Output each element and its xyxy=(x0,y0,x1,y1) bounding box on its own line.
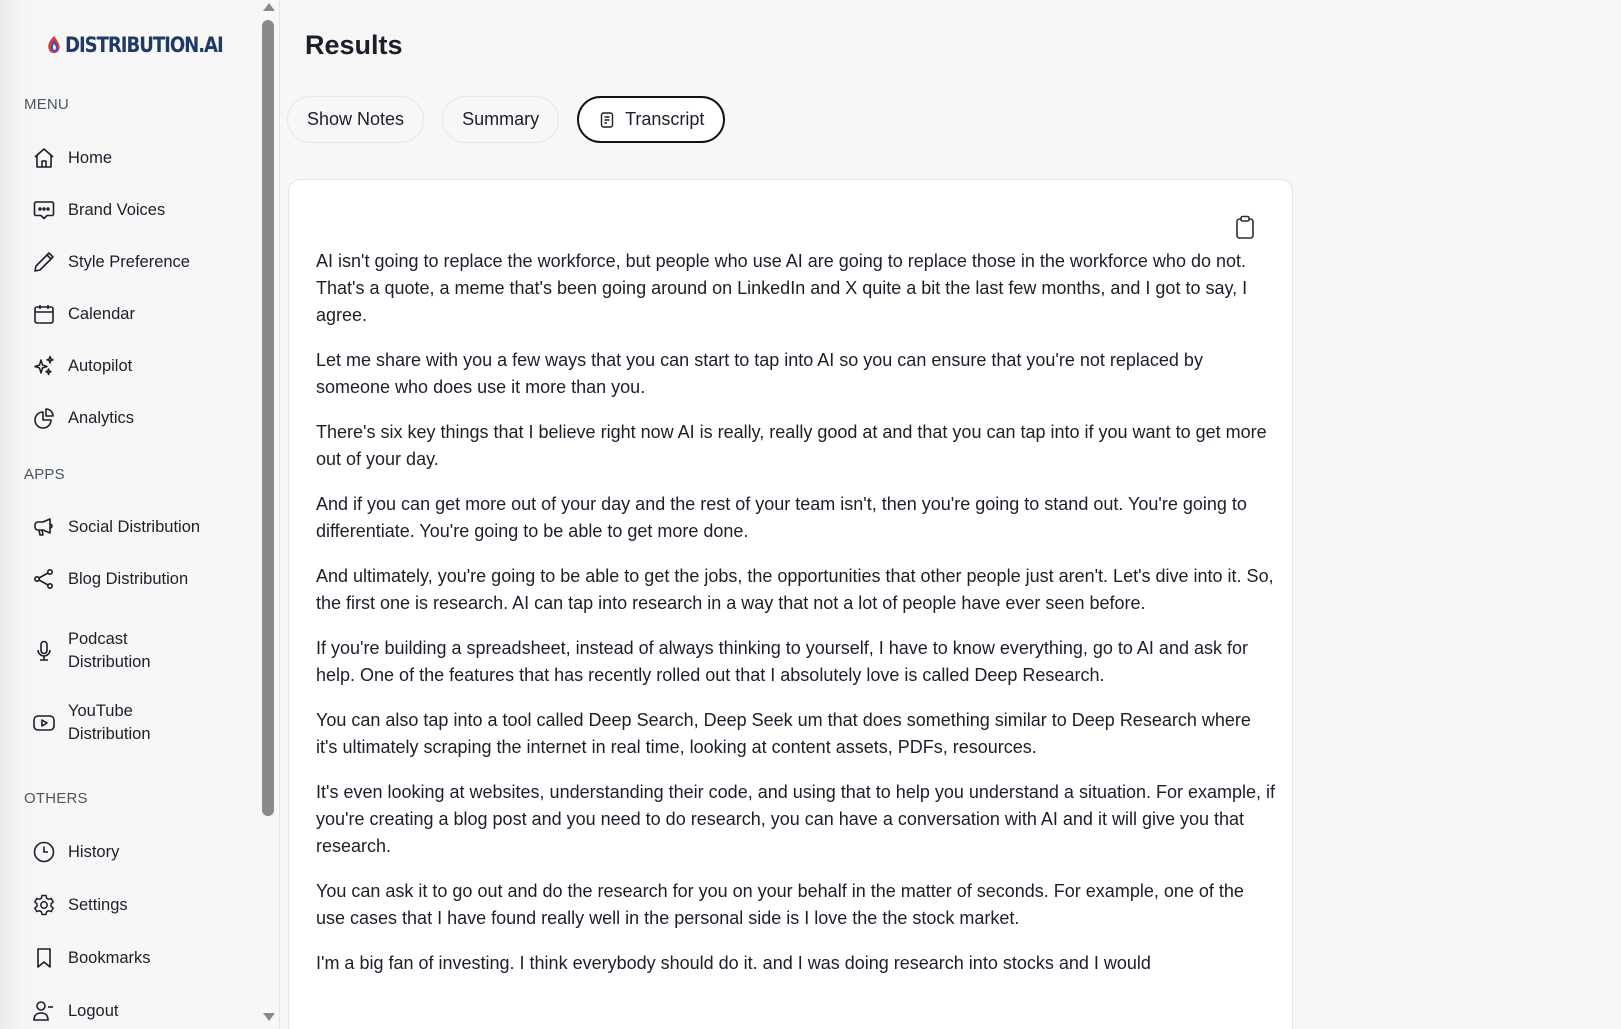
tab-label: Transcript xyxy=(625,109,705,129)
bookmark-icon xyxy=(32,946,56,970)
sidebar-item-home[interactable] xyxy=(32,146,242,170)
pie-chart-icon xyxy=(32,406,56,430)
scroll-down-arrow-icon[interactable] xyxy=(263,1013,275,1021)
sidebar-item-label: History xyxy=(68,842,120,861)
transcript-paragraph: If you're building a spreadsheet, instead of always thinking to yourself, I have to know everything, go to AI and ask for help. One of the features that has recently rolled out that I absolutely love is called Deep Research. xyxy=(316,638,1248,685)
user-minus-icon xyxy=(32,999,56,1023)
sidebar-item-style-preference[interactable] xyxy=(32,250,242,274)
sidebar-item-podcast-distribution[interactable] xyxy=(32,628,242,674)
transcript-paragraph: You can ask it to go out and do the research for you on your behalf in the matter of seconds. For example, one of the use cases that I have found really well in the personal side is I love the the stock market. xyxy=(316,881,1244,928)
transcript-paragraph: It's even looking at websites, understanding their code, and using that to help you understand a situation. For example, if you're creating a blog post and you need to do research, you can have a conversation with AI and it will give you that research. xyxy=(316,782,1276,856)
apps-section-label: APPS xyxy=(24,466,65,483)
transcript-paragraph: Let me share with you a few ways that you can start to tap into AI so you can ensure that you're not replaced by someone who does use it more than you. xyxy=(316,350,1203,397)
sidebar-item-label: Settings xyxy=(68,895,128,914)
page-title: Results xyxy=(305,30,403,60)
sidebar-item-bookmarks[interactable] xyxy=(32,946,242,970)
transcript-text xyxy=(316,248,1276,995)
sidebar-item-calendar[interactable] xyxy=(32,302,242,326)
document-icon xyxy=(598,111,616,129)
sidebar-item-blog-distribution[interactable] xyxy=(32,567,242,591)
microphone-icon xyxy=(32,639,56,663)
sidebar-item-label: Autopilot xyxy=(68,356,133,375)
tab-label: Show Notes xyxy=(307,109,405,129)
sidebar-item-label: Bookmarks xyxy=(68,948,151,967)
sidebar-item-settings[interactable] xyxy=(32,893,242,917)
gear-icon xyxy=(32,893,56,917)
tab-label: Summary xyxy=(462,109,540,129)
main-content xyxy=(281,0,1621,1029)
sidebar-item-autopilot[interactable] xyxy=(32,354,242,378)
transcript-paragraph: And ultimately, you're going to be able to get the jobs, the opportunities that other people just aren't. Let's dive into it. So, the first one is research. AI can tap into research in a way that not a lot of people have ever seen before. xyxy=(316,566,1274,613)
transcript-paragraph: And if you can get more out of your day and the rest of your team isn't, then you're going to stand out. You're going to differentiate. You're going to be able to get more done. xyxy=(316,494,1247,541)
brand-name: DISTRIBUTION.AI xyxy=(65,33,223,57)
transcript-card xyxy=(288,179,1293,1029)
calendar-icon xyxy=(32,302,56,326)
sidebar-item-social-distribution[interactable] xyxy=(32,515,242,539)
brand-logo[interactable] xyxy=(46,30,248,60)
chat-bubble-icon xyxy=(32,198,56,222)
scroll-up-arrow-icon[interactable] xyxy=(263,3,275,11)
sidebar-item-history[interactable] xyxy=(32,840,242,864)
pencil-icon xyxy=(32,250,56,274)
others-section-label: OTHERS xyxy=(24,790,88,807)
sidebar-item-label: Brand Voices xyxy=(68,200,166,219)
clipboard-icon xyxy=(1232,214,1258,240)
sidebar-item-label: Logout xyxy=(68,1001,119,1020)
scroll-thumb[interactable] xyxy=(262,20,274,816)
sidebar-item-analytics[interactable] xyxy=(32,406,242,430)
sidebar-item-youtube-distribution[interactable] xyxy=(32,700,242,746)
logo-mark-icon xyxy=(46,35,62,55)
megaphone-icon xyxy=(32,515,56,539)
home-icon xyxy=(32,146,56,170)
copy-transcript-button[interactable] xyxy=(1232,214,1258,240)
transcript-paragraph: There's six key things that I believe right now AI is really, really good at and that you can tap into if you want to get more out of your day. xyxy=(316,422,1267,469)
youtube-play-icon xyxy=(32,711,56,735)
tab-show-notes[interactable] xyxy=(287,96,424,143)
tab-summary[interactable] xyxy=(442,96,559,143)
share-icon xyxy=(32,567,56,591)
sidebar-item-label: YouTube Distribution xyxy=(68,702,151,743)
transcript-paragraph: I'm a big fan of investing. I think everybody should do it. and I was doing research into stocks and I would xyxy=(316,953,1151,973)
sidebar xyxy=(0,0,258,1029)
sidebar-item-brand-voices[interactable] xyxy=(32,198,242,222)
sidebar-item-label: Podcast Distribution xyxy=(68,630,151,671)
sidebar-item-label: Analytics xyxy=(68,408,135,427)
tab-transcript[interactable] xyxy=(577,96,725,143)
sidebar-item-logout[interactable] xyxy=(32,999,242,1023)
clock-icon xyxy=(32,840,56,864)
sidebar-item-label: Calendar xyxy=(68,304,135,323)
result-tabs xyxy=(287,96,725,143)
sidebar-item-label: Style Preference xyxy=(68,252,190,271)
sidebar-item-label: Home xyxy=(68,148,113,167)
sidebar-scrollbar[interactable] xyxy=(258,0,280,1029)
transcript-paragraph: AI isn't going to replace the workforce, but people who use AI are going to replace those in the workforce who do not. That's a quote, a meme that's been going around on LinkedIn and X quite a bit the last few months, and I got to say, I agree. xyxy=(316,251,1248,325)
menu-section-label: MENU xyxy=(24,96,69,113)
transcript-paragraph: You can also tap into a tool called Deep Search, Deep Seek um that does something similar to Deep Research where it's ultimately scraping the internet in real time, looking at content assets, PDFs, resources. xyxy=(316,710,1251,757)
sparkles-icon xyxy=(32,354,56,378)
sidebar-item-label: Blog Distribution xyxy=(68,569,189,588)
sidebar-item-label: Social Distribution xyxy=(68,517,201,536)
